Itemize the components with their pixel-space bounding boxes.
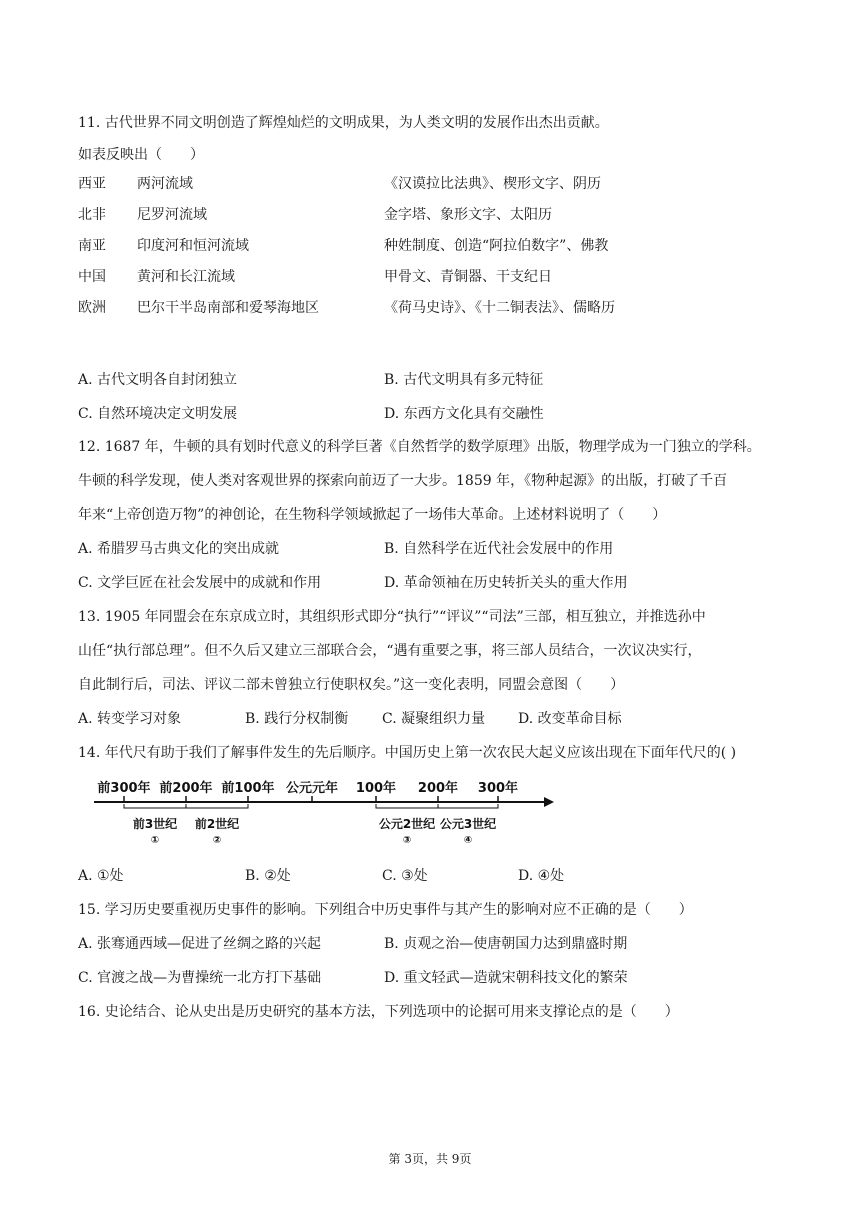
timeline-year-label: 200年 [417, 781, 459, 796]
table-cell-achievement: 种姓制度、创造“阿拉伯数字”、佛教 [384, 238, 609, 254]
q15-option-d[interactable]: D. 重文轻武—造就宋朝科技文化的繁荣 [384, 970, 628, 986]
table-cell-river: 巴尔干半岛南部和爱琴海地区 [137, 300, 319, 316]
span-brace-4 [438, 804, 498, 808]
table-cell-river: 黄河和长江流域 [137, 269, 235, 285]
timeline-span-mark: ③ [402, 835, 412, 846]
q13-option-a[interactable]: A. 转变学习对象 [78, 711, 182, 727]
timeline-span-label: 前3世纪 [132, 817, 178, 831]
q12-stem-line2: 牛顿的科学发现，使人类对客观世界的探索向前迈了一大步。1859 年，《物种起源》的出版，打破了千百 [78, 473, 728, 489]
q13-option-b[interactable]: B. 践行分权制衡 [245, 711, 349, 727]
span-brace-2 [186, 804, 248, 808]
page-footer: 第 3页，共 9页 [388, 1152, 472, 1166]
table-cell-region: 欧洲 [78, 300, 106, 316]
q15-stem: 15. 学习历史要重视历史事件的影响。下列组合中历史事件与其产生的影响对应不正确的是（ ） [78, 902, 693, 918]
span-brace-3 [376, 804, 438, 808]
timeline-year-label: 300年 [477, 781, 519, 796]
q11-option-d[interactable]: D. 东西方文化具有交融性 [384, 406, 544, 422]
q12-option-b[interactable]: B. 自然科学在近代社会发展中的作用 [384, 541, 614, 557]
q16-stem: 16. 史论结合、论从史出是历史研究的基本方法，下列选项中的论据可用来支撑论点的是（ ） [78, 1004, 679, 1020]
table-cell-river: 尼罗河流域 [137, 207, 207, 223]
q15-option-c[interactable]: C. 官渡之战—为曹操统一北方打下基础 [78, 970, 322, 986]
q13-option-d[interactable]: D. 改变革命目标 [518, 711, 622, 727]
table-cell-achievement: 金字塔、象形文字、太阳历 [384, 207, 552, 223]
timeline-arrow [544, 797, 554, 807]
q13-stem-line1: 13. 1905 年同盟会在东京成立时，其组织形式即分“执行”“评议”“司法”三部，相互独立，并推选孙中 [78, 609, 706, 625]
timeline-span-mark: ④ [463, 835, 473, 846]
timeline-year-label: 100年 [355, 781, 397, 796]
timeline-year-label: 公元元年 [285, 781, 339, 796]
q15-option-b[interactable]: B. 贞观之治—使唐朝国力达到鼎盛时期 [384, 936, 628, 952]
table-cell-achievement: 《荷马史诗》、《十二铜表法》、儒略历 [384, 300, 615, 316]
q14-option-b[interactable]: B. ②处 [245, 868, 291, 884]
q11-option-c[interactable]: C. 自然环境决定文明发展 [78, 406, 238, 422]
q12-stem-line3: 年来“上帝创造万物”的神创论，在生物科学领域掀起了一场伟大革命。上述材料说明了（ ） [78, 507, 667, 523]
table-cell-river: 印度河和恒河流域 [137, 238, 249, 254]
q12-option-a[interactable]: A. 希腊罗马古典文化的突出成就 [78, 541, 280, 557]
timeline-span-label: 公元2世纪 [378, 817, 436, 831]
table-cell-region: 南亚 [78, 238, 106, 254]
q12-stem-line1: 12. 1687 年，牛顿的具有划时代意义的科学巨著《自然哲学的数学原理》出版，物理学成为一门独立的学科。 [78, 439, 761, 455]
q13-stem-line2: 山任“执行部总理”。但不久后又建立三部联合会，“遇有重要之事，将三部人员结合，一次议决实行， [78, 643, 702, 659]
q13-stem-line3: 自此制行后，司法、评议二部未曾独立行使职权矣。”这一变化表明，同盟会意图（ ） [78, 677, 625, 693]
q11-option-a[interactable]: A. 古代文明各自封闭独立 [78, 372, 238, 388]
table-cell-region: 西亚 [78, 176, 106, 192]
q13-option-c[interactable]: C. 凝聚组织力量 [382, 711, 486, 727]
q14-stem: 14. 年代尺有助于我们了解事件发生的先后顺序。中国历史上第一次农民大起义应该出现在下面年代尺的( ) [78, 745, 737, 761]
table-cell-river: 两河流域 [137, 176, 193, 192]
timeline-span-label: 公元3世纪 [439, 817, 497, 831]
table-cell-region: 中国 [78, 269, 106, 285]
timeline-year-label: 前100年 [221, 781, 275, 796]
timeline-braces [124, 804, 498, 808]
timeline-year-label: 前200年 [159, 781, 213, 796]
table-cell-region: 北非 [78, 207, 106, 223]
timeline-span-mark: ① [150, 835, 160, 846]
q14-option-c[interactable]: C. ③处 [382, 868, 428, 884]
timeline-span-mark: ② [212, 835, 222, 846]
table-cell-achievement: 甲骨文、青铜器、干支纪日 [384, 269, 552, 285]
q14-option-a[interactable]: A. ①处 [78, 868, 124, 884]
q11-stem-line1: 11. 古代世界不同文明创造了辉煌灿烂的文明成果，为人类文明的发展作出杰出贡献。 [78, 115, 609, 131]
timeline-figure [88, 772, 563, 852]
q12-option-c[interactable]: C. 文学巨匠在社会发展中的成就和作用 [78, 575, 322, 591]
q11-stem-line2: 如表反映出（ ） [78, 147, 204, 163]
timeline-year-label: 前300年 [97, 781, 151, 796]
q15-option-a[interactable]: A. 张骞通西域—促进了丝绸之路的兴起 [78, 936, 322, 952]
q11-option-b[interactable]: B. 古代文明具有多元特征 [384, 372, 544, 388]
timeline-span-label: 前2世纪 [194, 817, 240, 831]
q12-option-d[interactable]: D. 革命领袖在历史转折关头的重大作用 [384, 575, 628, 591]
span-brace-1 [124, 804, 186, 808]
q14-option-d[interactable]: D. ④处 [518, 868, 565, 884]
table-cell-achievement: 《汉谟拉比法典》、楔形文字、阴历 [384, 176, 601, 192]
